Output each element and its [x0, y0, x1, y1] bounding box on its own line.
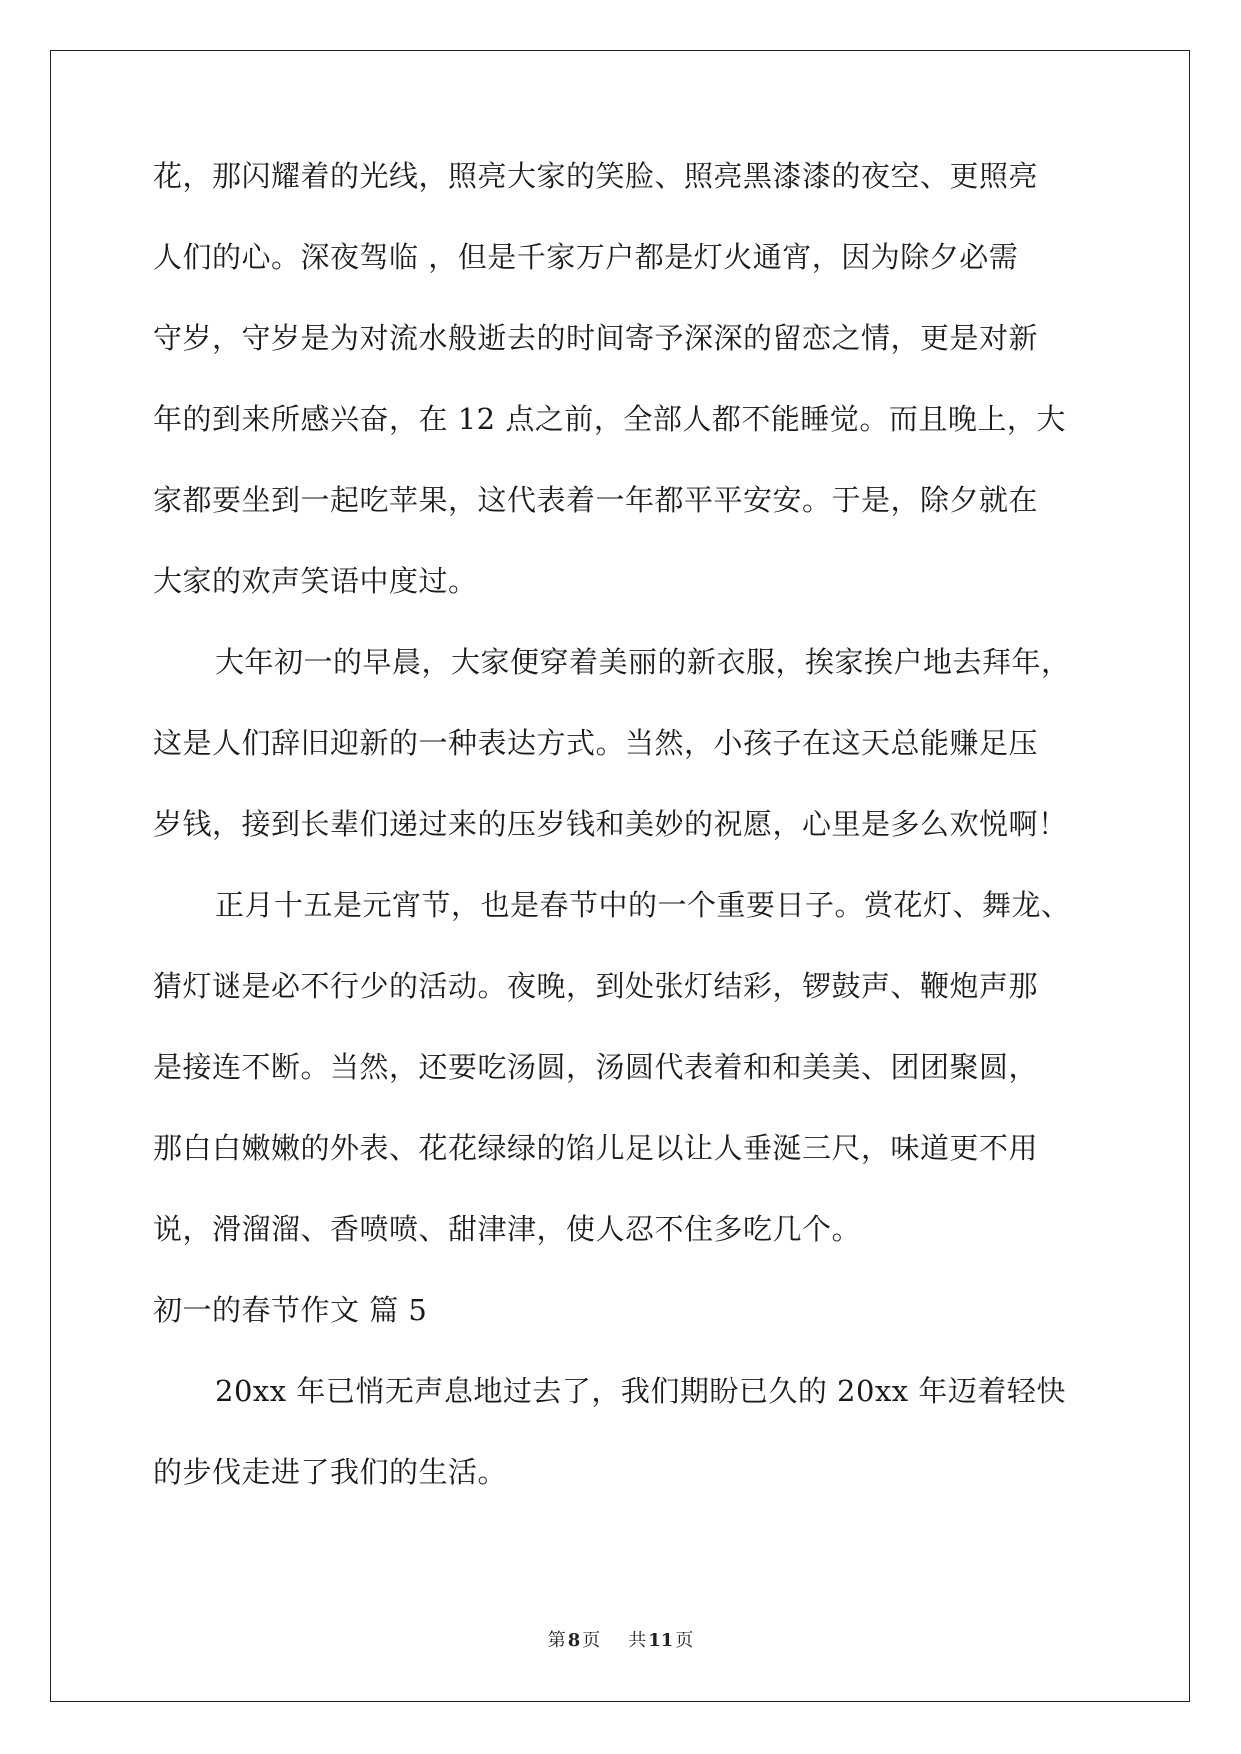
total-prefix: 共	[628, 1630, 647, 1651]
text-line: 正月十五是元宵节，也是春节中的一个重要日子。赏花灯、舞龙、	[215, 888, 1071, 922]
text-line: 说，滑溜溜、香喷喷、甜津津，使人忍不住多吃几个。	[153, 1212, 862, 1246]
text-line: 大家的欢声笑语中度过。	[153, 564, 478, 598]
paragraph	[153, 160, 1089, 598]
page-indicator	[546, 1630, 603, 1651]
document-body	[153, 160, 1089, 1537]
heading-text: 初一的春节作文 篇 5	[153, 1293, 428, 1327]
text-line: 20xx 年已悄无声息地过去了，我们期盼已久的 20xx 年迈着轻快	[215, 1374, 1066, 1408]
section-heading	[153, 1294, 1089, 1327]
paragraph	[153, 889, 1089, 1246]
text-line: 家都要坐到一起吃苹果，这代表着一年都平平安安。于是，除夕就在	[153, 483, 1039, 517]
total-indicator	[626, 1630, 695, 1651]
page-number: 8	[567, 1630, 581, 1651]
total-pages: 11	[648, 1630, 674, 1651]
page-prefix: 第	[547, 1630, 566, 1651]
text-line: 这是人们辞旧迎新的一种表达方式。当然，小孩子在这天总能赚足压	[153, 726, 1039, 760]
total-suffix: 页	[675, 1630, 694, 1651]
text-line: 岁钱，接到长辈们递过来的压岁钱和美妙的祝愿，心里是多么欢悦啊！	[153, 807, 1068, 841]
paragraph	[153, 1375, 1089, 1489]
text-line: 守岁，守岁是为对流水般逝去的时间寄予深深的留恋之情，更是对新	[153, 321, 1039, 355]
text-line: 花，那闪耀着的光线，照亮大家的笑脸、照亮黑漆漆的夜空、更照亮	[153, 159, 1039, 193]
page-suffix: 页	[582, 1630, 601, 1651]
paragraph	[153, 646, 1089, 841]
text-line: 是接连不断。当然，还要吃汤圆，汤圆代表着和和美美、团团聚圆，	[153, 1050, 1039, 1084]
text-line: 那白白嫩嫩的外表、花花绿绿的馅儿足以让人垂涎三尺，味道更不用	[153, 1131, 1039, 1165]
text-line: 的步伐走进了我们的生活。	[153, 1455, 508, 1489]
page-footer	[0, 1630, 1241, 1652]
text-line: 猜灯谜是必不行少的活动。夜晚，到处张灯结彩，锣鼓声、鞭炮声那	[153, 969, 1039, 1003]
text-line: 年的到来所感兴奋，在 12 点之前，全部人都不能睡觉。而且晚上，大	[153, 402, 1066, 436]
text-line: 大年初一的早晨，大家便穿着美丽的新衣服，挨家挨户地去拜年，	[215, 645, 1071, 679]
text-line: 人们的心。深夜驾临 ，但是千家万户都是灯火通宵，因为除夕必需	[153, 240, 1019, 274]
